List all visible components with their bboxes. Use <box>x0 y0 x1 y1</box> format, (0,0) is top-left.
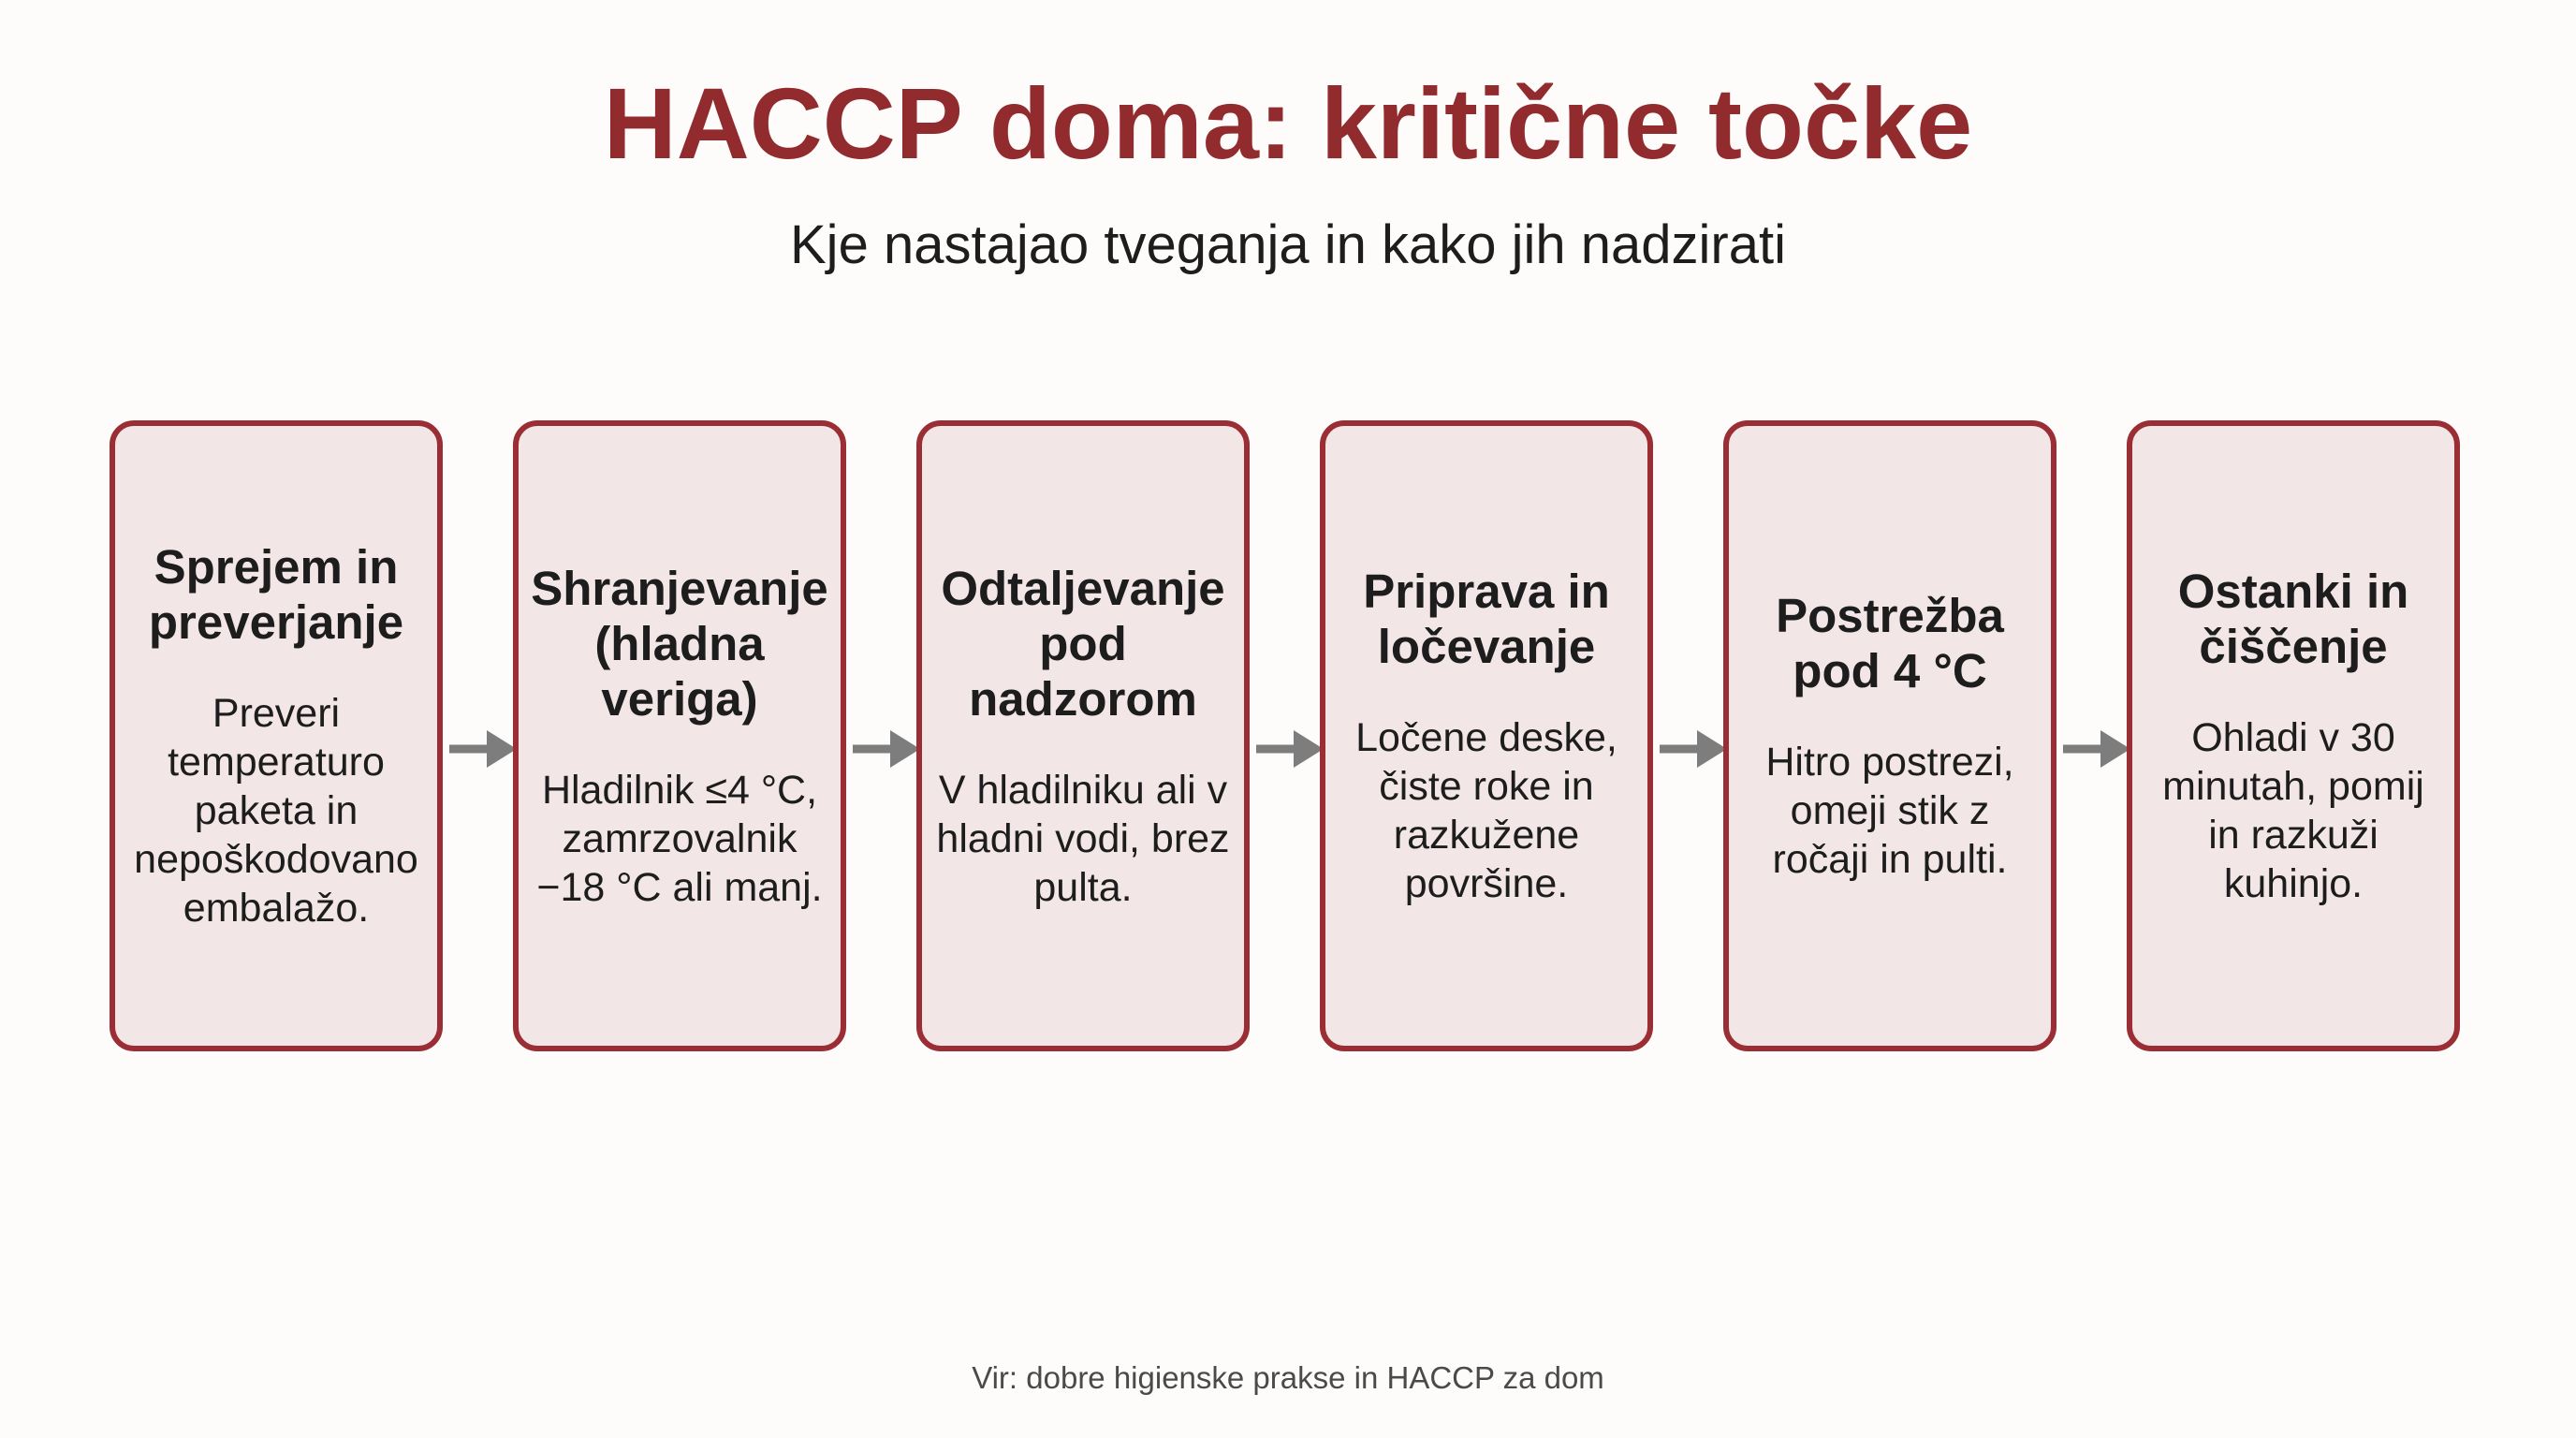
step-storage <box>513 420 846 1051</box>
arrow-right-icon <box>1254 723 1325 775</box>
step-title: Postrežba pod 4 °C <box>1776 589 2004 697</box>
step-preparation <box>1320 420 1653 1051</box>
step-description: Preveri temperaturo paketa in nepoškodovano embalažo. <box>134 691 418 931</box>
arrow-right-icon <box>1658 723 1729 775</box>
page-subtitle: Kje nastajao tveganja in kako jih nadzirati <box>790 214 1786 275</box>
step-description: V hladilniku ali v hladni vodi, brez pulta. <box>936 767 1230 910</box>
step-description: Hladilnik ≤4 °C, zamrzovalnik −18 °C ali manj. <box>536 767 823 910</box>
arrow-right-icon <box>447 723 519 775</box>
step-title: Priprava in ločevanje <box>1363 565 1610 673</box>
step-serving <box>1723 420 2056 1051</box>
step-leftovers <box>2127 420 2460 1051</box>
step-title: Odtaljevanje pod nadzorom <box>941 561 1225 726</box>
step-title: Shranjevanje (hladna veriga) <box>531 561 828 726</box>
arrow-right-icon <box>2061 723 2132 775</box>
step-description: Ohladi v 30 minutah, pomij in razkuži kuhinjo. <box>2162 715 2424 906</box>
step-description: Ločene deske, čiste roke in razkužene površine. <box>1355 715 1617 906</box>
page-title: HACCP doma: kritične točke <box>603 66 1973 180</box>
step-title: Sprejem in preverjanje <box>148 540 404 649</box>
step-receiving <box>110 420 443 1051</box>
arrow-right-icon <box>851 723 922 775</box>
step-description: Hitro postrezi, omeji stik z ročaji in pulti. <box>1765 740 2014 882</box>
step-title: Ostanki in čiščenje <box>2177 565 2409 673</box>
source-note: Vir: dobre higienske prakse in HACCP za dom <box>972 1360 1604 1395</box>
step-thawing <box>916 420 1250 1051</box>
